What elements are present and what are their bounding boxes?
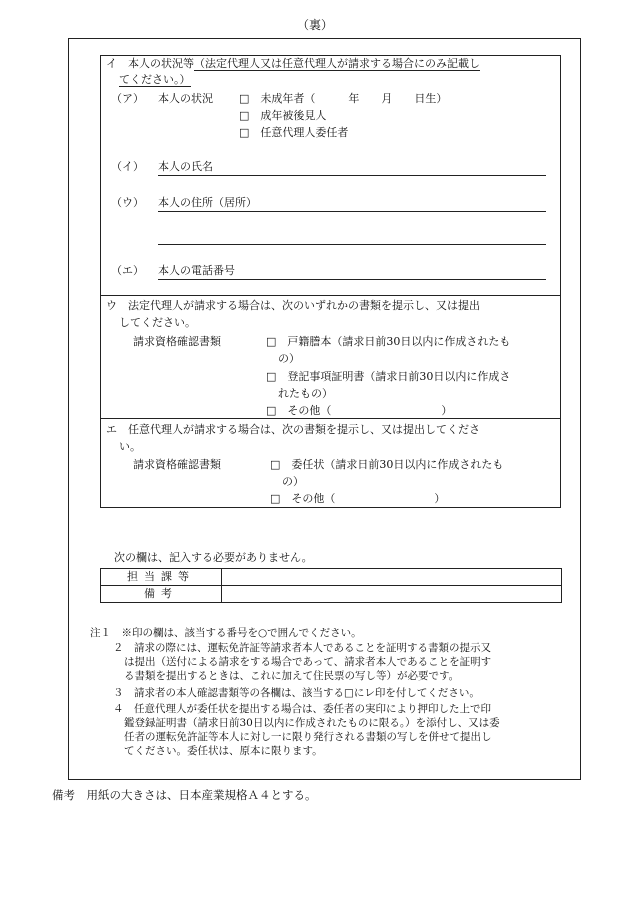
item-b-title: 本人の氏名: [158, 160, 213, 173]
section-u-doc-label: 請求資格確認書類: [133, 335, 221, 348]
section-i-heading-note: （法定代理人又は任意代理人が請求する場合にのみ記載し: [194, 57, 480, 70]
section-i-heading: [106, 57, 480, 71]
note-2-line3: る書類を提出するときは、これに加えて住民票の写し等）が必要です。: [124, 670, 460, 682]
page-title: （裏）: [296, 18, 333, 32]
note-4-line4: てください。委任状は、原本に限ります。: [124, 745, 323, 757]
option-family-register-cont: の）: [278, 352, 300, 365]
address-field-line-2[interactable]: [158, 244, 546, 245]
office-row-value-remarks: [222, 586, 562, 603]
table-row: [101, 569, 562, 586]
option-power-of-attorney-cont: の）: [282, 475, 304, 488]
note-4-line1: ４ 任意代理人が委任状を提出する場合は、委任者の実印により押印した上で印: [113, 703, 491, 715]
section-u-line1: ウ 法定代理人が請求する場合は、次のいずれかの書類を提示し、又は提出: [106, 299, 480, 312]
option-family-register[interactable]: □ 戸籍謄本（請求日前30日以内に作成されたも: [266, 335, 511, 348]
office-use-table: [100, 568, 562, 603]
item-a-title: 本人の状況: [158, 92, 213, 105]
option-other-u[interactable]: □ その他（ ）: [266, 404, 453, 417]
status-option-delegator[interactable]: □ 任意代理人委任者: [239, 126, 349, 139]
option-registry-certificate-cont: れたもの）: [278, 387, 333, 400]
item-d-label: （エ）: [111, 264, 144, 277]
section-e-doc-label: 請求資格確認書類: [133, 458, 221, 471]
note-4-line2: 鑑登録証明書（請求日前30日以内に作成されたものに限る。）を添付し、又は委: [124, 717, 500, 729]
table-row: [101, 586, 562, 603]
status-option-minor[interactable]: □ 未成年者（ 年 月 日生）: [239, 92, 448, 105]
section-e-line2: い。: [119, 440, 141, 453]
section-e-line1: エ 任意代理人が請求する場合は、次の書類を提示し、又は提出してくださ: [106, 423, 480, 436]
name-field-line[interactable]: [158, 175, 546, 176]
office-row-label-department: 担当課等: [101, 569, 222, 586]
note-2-line2: は提出（送付による請求をする場合であって、請求者本人であることを証明す: [124, 656, 492, 668]
note-3: ３ 請求者の本人確認書類等の各欄は、該当する□にレ印を付してください。: [113, 687, 480, 699]
item-d-title: 本人の電話番号: [158, 264, 235, 277]
item-c-label: （ウ）: [111, 196, 144, 209]
address-field-line-1[interactable]: [158, 211, 546, 212]
option-registry-certificate[interactable]: □ 登記事項証明書（請求日前30日以内に作成さ: [266, 370, 511, 383]
item-a-label: （ア）: [111, 92, 144, 105]
section-i-heading-note-cont: てください。）: [119, 73, 191, 86]
office-use-intro: 次の欄は、記入する必要がありません。: [114, 551, 313, 564]
section-u-line2: してください。: [119, 316, 196, 329]
status-option-adult-ward[interactable]: □ 成年被後見人: [239, 109, 327, 122]
option-power-of-attorney[interactable]: □ 委任状（請求日前30日以内に作成されたも: [270, 458, 504, 471]
item-b-label: （イ）: [111, 160, 144, 173]
office-row-value-department: [222, 569, 562, 586]
section-i-heading-prefix: イ 本人の状況等: [106, 57, 194, 70]
note-1: 注１ ※印の欄は、該当する番号を○で囲んでください。: [90, 627, 362, 639]
footer-remark: 備考 用紙の大きさは、日本産業規格Ａ４とする。: [52, 788, 317, 802]
note-2-line1: ２ 請求の際には、運転免許証等請求者本人であることを証明する書類の提示又: [113, 642, 491, 654]
office-row-label-remarks: 備考: [101, 586, 222, 603]
note-4-line3: 任者の運転免許証等本人に対し一に限り発行される書類の写しを併せて提出し: [124, 731, 492, 743]
phone-field-line[interactable]: [158, 279, 546, 280]
item-c-title: 本人の住所（居所）: [158, 196, 257, 209]
option-other-e[interactable]: □ その他（ ）: [270, 492, 446, 505]
